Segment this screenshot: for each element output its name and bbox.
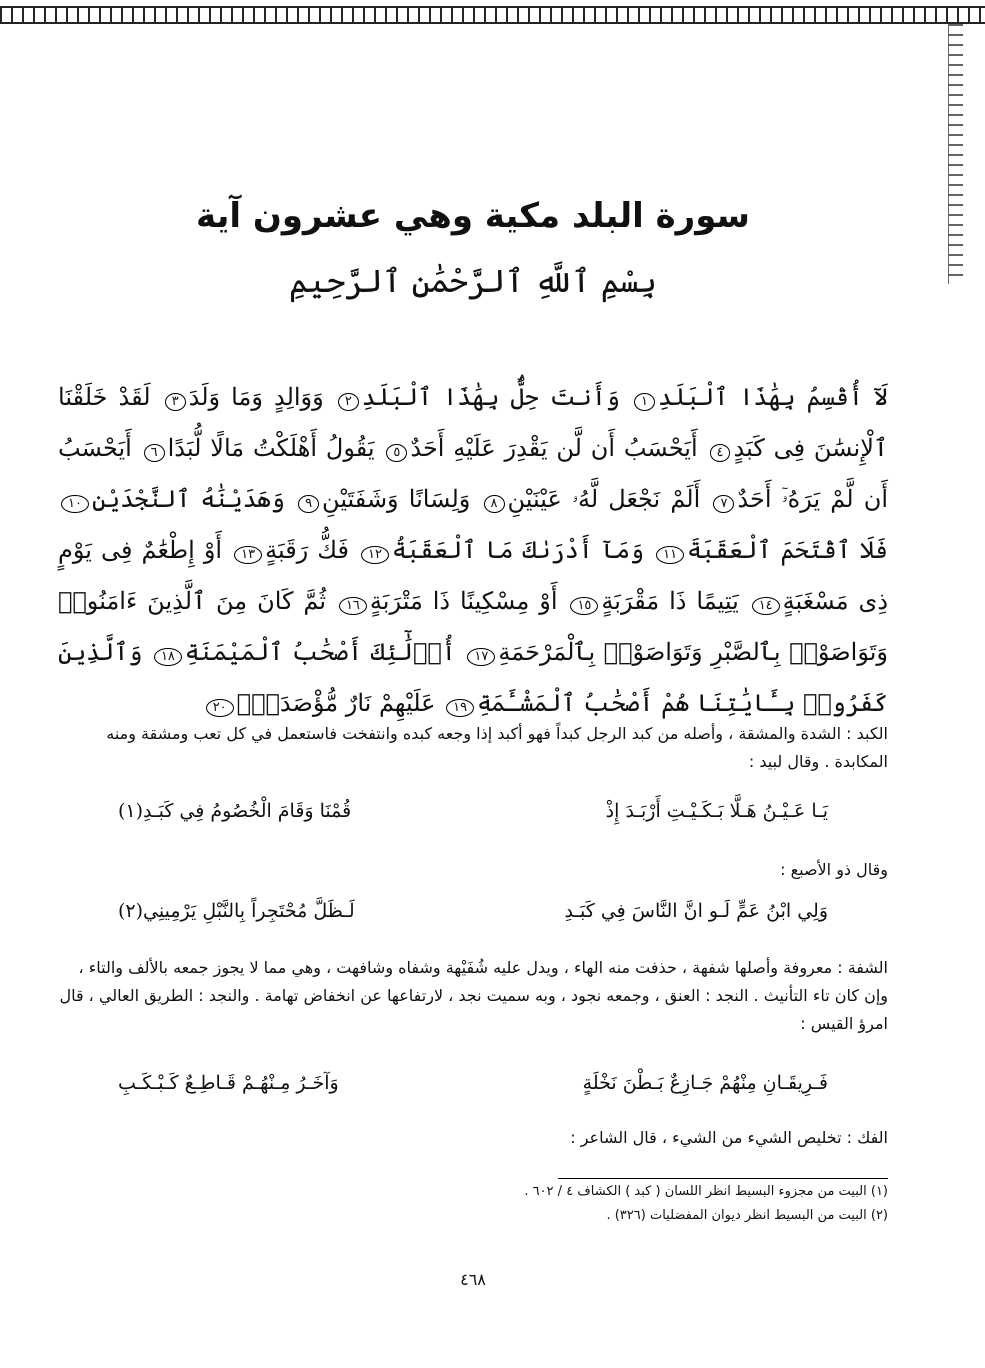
ayah-text: ثُمَّ كَانَ مِنَ ٱلَّذِينَ ءَامَنُوا۟ وَتَوَاصَوْا۟ بِٱلصَّبْرِ وَتَوَاصَوْا۟ بِٱلْمَرْحَمَةِ	[58, 587, 888, 666]
ayah-number-marker: ٢	[338, 393, 359, 411]
ayah-text: لَآ أُقْسِمُ بِهَٰذَا ٱلْبَلَدِ	[658, 383, 889, 411]
ayah-text: وَٱلَّذِينَ كَفَرُوا۟ بِـَٔايَٰتِنَا هُمْ أَصْحَٰبُ ٱلْمَشْـَٔمَةِ	[58, 638, 888, 717]
ayah-text: أَوْ إِطْعَٰمٌ فِى يَوْمٍ ذِى مَسْغَبَةٍ	[58, 536, 889, 615]
page-number: ٤٦٨	[460, 1270, 486, 1289]
ayah-number-marker: ٧	[713, 495, 734, 513]
ayah-text: وَأَنتَ حِلٌّۢ بِهَٰذَا ٱلْبَلَدِ	[361, 383, 620, 411]
ayah-number-marker: ١٨	[154, 648, 182, 666]
ayah-number-marker: ٦	[144, 444, 165, 462]
ayah-number-marker: ١	[634, 393, 655, 411]
ayah-text: يَقُولُ أَهْلَكْتُ مَالًا لُّبَدًا	[167, 434, 375, 462]
ayah-number-marker: ١٣	[234, 546, 262, 564]
ayah-text: فَلَا ٱقْتَحَمَ ٱلْعَقَبَةَ	[687, 536, 888, 564]
shafa-paragraph: الشفة : معروفة وأصلها شفهة ، حذفت منه الهاء ، ويدل عليه شُفَيْهة وشفاه وشافهت ، وهي مما لا يجوز جمعه بالألف والتاء ، وإن كان تاء التأنيث . النجد : العنق ، وجمعه نجود ، وبه سميت نجد ، لارتفاعها عن انخفاض تهامة . والنجد : الطريق العالي ، قال امرؤ القيس :	[59, 958, 888, 1033]
dhu-al-isba-intro: وقال ذو الأصبع :	[780, 860, 888, 879]
ayah-text: أَيَحْسَبُ أَن لَّمْ يَرَهُۥٓ أَحَدٌ	[58, 434, 888, 513]
ayah-text: أَلَمْ نَجْعَل لَّهُۥ عَيْنَيْنِ	[507, 485, 701, 513]
ayah-text: أُو۟لَٰٓئِكَ أَصْحَٰبُ ٱلْمَيْمَنَةِ	[184, 638, 456, 666]
poem-verse-imru-al-qays	[118, 1072, 828, 1094]
verse-hemistich-right: يَـا عَـيْـنُ هَـلَّا بَـكَـيْـتِ أَرْبَـدَ إِذْ	[605, 800, 828, 822]
fakk-paragraph: الفك : تخليص الشيء من الشيء ، قال الشاعر :	[570, 1128, 888, 1147]
poem-verse-dhu-al-isba	[118, 900, 828, 922]
verse-hemistich-right: وَلِي ابْنُ عَمٍّ لَـو انَّ النَّاسَ فِي كَبَـدِ	[564, 900, 828, 922]
ayah-number-marker: ١٠	[61, 495, 89, 513]
ayah-number-marker: ٨	[484, 495, 505, 513]
verse-hemistich-left: قُمْنَا وَقَامَ الْخُصُومُ فِي كَبَـدِ(١)	[118, 800, 352, 822]
ayah-number-marker: ١١	[656, 546, 684, 564]
ayah-text: وَلِسَانًا وَشَفَتَيْنِ	[322, 485, 471, 513]
verse-hemistich-right: فَـرِيقَـانِ مِنْهُمْ جَـازِعٌ بَـطْنَ نَخْلَةٍ	[582, 1072, 828, 1094]
ayah-text: لَقَدْ خَلَقْنَا ٱلْإِنسَٰنَ فِى كَبَدٍ	[58, 383, 888, 462]
ayah-number-marker: ١٢	[361, 546, 389, 564]
ayah-number-marker: ٣	[165, 393, 186, 411]
ayah-number-marker: ٩	[298, 495, 319, 513]
footnote-2: (٢) البيت من البسيط انظر ديوان المفضليات (٣٢٦) .	[606, 1208, 888, 1223]
ayah-text: وَهَدَيْنَٰهُ ٱلنَّجْدَيْنِ	[91, 485, 285, 513]
page	[58, 0, 888, 1368]
ornamental-side-border	[948, 24, 963, 284]
surah-title: سورة البلد مكية وهي عشرون آية	[196, 196, 750, 236]
ayah-text: وَمَآ أَدْرَىٰكَ مَا ٱلْعَقَبَةُ	[392, 536, 645, 564]
ayah-number-marker: ١٧	[467, 648, 495, 666]
poem-verse-labid	[118, 800, 828, 822]
ayah-text: عَلَيْهِمْ نَارٌ مُّؤْصَدَةٌۢ	[236, 689, 436, 717]
footnote-1: (١) البيت من مجزوء البسيط انظر اللسان ( كبد ) الكشاف ٤ / ٦٠٢ .	[524, 1184, 888, 1199]
ayah-number-marker: ١٥	[570, 597, 598, 615]
quran-verses	[58, 372, 888, 729]
ayah-text: أَوْ مِسْكِينًا ذَا مَتْرَبَةٍ	[369, 587, 558, 615]
ayah-text: فَكُّ رَقَبَةٍ	[265, 536, 349, 564]
ayah-number-marker: ٥	[386, 444, 407, 462]
verse-hemistich-left: وَآخَـرُ مِـنْهُـمْ قَـاطِـعٌ كَـبْـكَـبِ	[118, 1072, 339, 1094]
ayah-text: يَتِيمًا ذَا مَقْرَبَةٍ	[601, 587, 739, 615]
basmala: بِسْمِ ٱللَّهِ ٱلرَّحْمَٰنِ ٱلرَّحِيمِ	[288, 262, 657, 300]
ayah-number-marker: ٢٠	[206, 699, 234, 717]
ayah-text: أَيَحْسَبُ أَن لَّن يَقْدِرَ عَلَيْهِ أَحَدٌ	[410, 434, 698, 462]
verse-hemistich-left: لَـظَلَّ مُحْتَجِراً بِالنَّبْلِ يَرْمِينِي(٢)	[118, 900, 355, 922]
kabad-paragraph: الكبد : الشدة والمشقة ، وأصله من كبد الرجل كبداً فهو أكبد إذا وجعه كبده وانتفخت فاستعمل في كل تعب ومشقة ومنه المكابدة . وقال لبيد :	[106, 724, 888, 771]
ayah-number-marker: ١٦	[339, 597, 367, 615]
footnote-divider	[558, 1178, 888, 1179]
footnotes	[58, 1180, 888, 1228]
ayah-text: وَوَالِدٍ وَمَا وَلَدَ	[188, 383, 324, 411]
ayah-number-marker: ٤	[710, 444, 731, 462]
ayah-number-marker: ١٤	[752, 597, 780, 615]
ayah-number-marker: ١٩	[446, 699, 474, 717]
